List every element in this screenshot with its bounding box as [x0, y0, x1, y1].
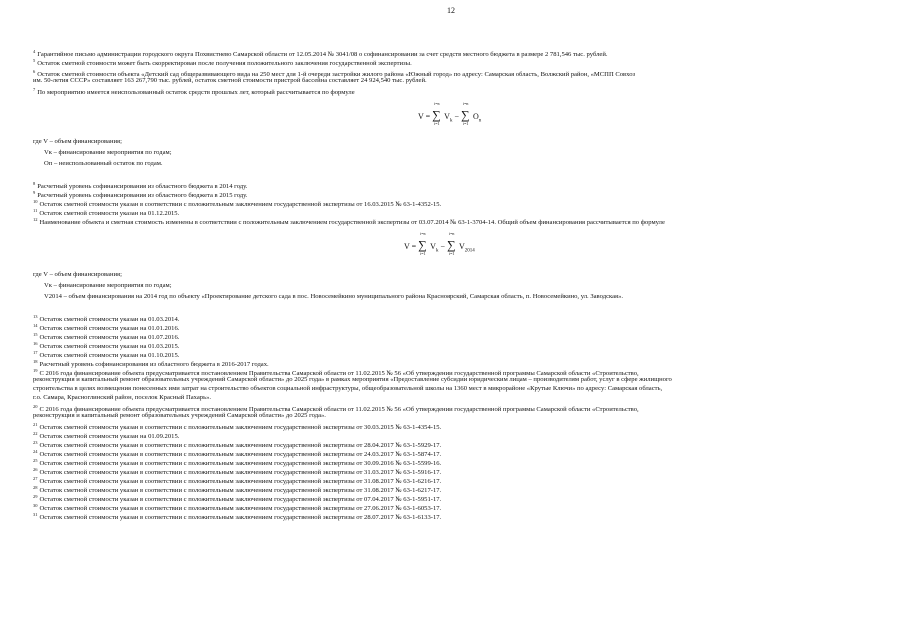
- footnote-6-cont: им. 50-летия СССР» составляет 163 267,790 тыс. рублей, остаток сметной стоимости пристрой бассейна составляет 24 924,540 тыс. рублей.: [33, 77, 427, 84]
- footnote-7: $^7$ По мероприятию имеется неиспользованный остаток средств прошлых лет, который рассчитывается по формуле: [33, 87, 355, 96]
- footnote-4: $^4$ Гарантийное письмо администрации городского округа Похвистнево Самарской области от 12.05.2014 № 3041/08 о софинансировании за счет средств местного бюджета в размере 2 781,546 тыс. рублей.: [33, 49, 608, 58]
- footnote-10: $^{10}$ Остаток сметной стоимости указан в соответствии с положительным заключением государственной экспертизы от 16.03.2015 № 63-1-4352-15.: [33, 199, 442, 208]
- footnote-21: $^{21}$ Остаток сметной стоимости указан в соответствии с положительным заключением государственной экспертизы от 30.03.2015 № 63-1-4354-15.: [33, 422, 442, 431]
- footnote-6: $^6$ Остаток сметной стоимости объекта «Детский сад общеразвивающего вида на 250 мест для 1-й очереди застройки жилого района «Южный город» по адресу: Самарская область, Волжский район, «МСПП Совхоз: [33, 69, 636, 78]
- footnote-19-cont-2: строительства в целях возмещения понесенных ими затрат на строительство объектов социальной инфраструктуры, общеобразовательной школы на 1360 мест в микрорайоне «Крутые Ключи» по адресу: Самарская область,: [33, 385, 663, 392]
- footnote-16: $^{16}$ Остаток сметной стоимости указан на 01.03.2015.: [33, 341, 180, 350]
- footnote-13: $^{13}$ Остаток сметной стоимости указан на 01.03.2014.: [33, 314, 180, 323]
- footnote-27: $^{27}$ Остаток сметной стоимости указан в соответствии с положительным заключением государственной экспертизы от 31.08.2017 № 63-1-6216-17.: [33, 476, 442, 485]
- definition-vk-1: Vк – финансирование мероприятия по годам;: [44, 149, 172, 156]
- footnote-19-cont-1: реконструкция и капитальный ремонт образовательных учреждений Самарской области» до 2025 года» в рамках мероприятия «Предоставление субсидии юридическим лицам – производителям работ, услуг в сфере жилищного: [33, 376, 672, 383]
- definition-v2014: V2014 – объем финансирования на 2014 год по объекту «Проектирование детского сада в пос. Новосемейкино муниципального района Красноярский, Самарская область, п. Новосемейкино, ул. Заводская».: [44, 293, 624, 300]
- definition-on-1: Oп – неиспользованный остаток по годам.: [44, 160, 163, 167]
- footnote-19: $^{19}$ С 2016 года финансирование объекта предусматривается постановлением Правительства Самарской области от 11.02.2015 № 56 «Об утверждении государственной программы Самарской области «Строительство,: [33, 368, 639, 377]
- footnote-12: $^{12}$ Наименование объекта и сметная стоимость изменены в соответствии с положительным заключением государственной экспертизы от 03.07.2014 № 63-1-3704-14. Общий объем финансирования рассчитывается по формуле: [33, 217, 665, 226]
- footnote-5: $^5$ Остаток сметной стоимости может быть скорректирован после получения положительного заключения государственной экспертизы.: [33, 58, 412, 67]
- footnote-28: $^{28}$ Остаток сметной стоимости указан в соответствии с положительным заключением государственной экспертизы от 31.08.2017 № 63-1-6217-17.: [33, 485, 442, 494]
- definition-intro-2: где V – объем финансирования;: [33, 271, 122, 278]
- definition-intro-1: где V – объем финансирования;: [33, 138, 122, 145]
- footnote-30: $^{30}$ Остаток сметной стоимости указан в соответствии с положительным заключением государственной экспертизы от 27.06.2017 № 63-1-6053-17.: [33, 503, 442, 512]
- formula-1: V = ∑ i=n i=1 $V_k$ − ∑ i=n i=1 $O_n$: [418, 101, 482, 126]
- page-number: 12: [447, 6, 455, 15]
- footnote-29: $^{29}$ Остаток сметной стоимости указан в соответствии с положительным заключением государственной экспертизы от 07.04.2017 № 63-1-5951-17.: [33, 494, 442, 503]
- footnote-22: $^{22}$ Остаток сметной стоимости указан на 01.09.2015.: [33, 431, 180, 440]
- footnote-9: $^9$ Расчетный уровень софинансирования из областного бюджета в 2015 году.: [33, 190, 248, 199]
- formula-2: V = ∑ i=n i=1 $V_k$ − ∑ i=n i=1 $V_{2014}$: [404, 231, 475, 256]
- footnote-18: $^{18}$ Расчетный уровень софинансирования из областного бюджета в 2016-2017 годах.: [33, 359, 269, 368]
- footnote-17: $^{17}$ Остаток сметной стоимости указан на 01.10.2015.: [33, 350, 180, 359]
- footnote-31: $^{31}$ Остаток сметной стоимости указан в соответствии с положительным заключением государственной экспертизы от 28.07.2017 № 63-1-6133-17.: [33, 512, 442, 521]
- footnote-8: $^8$ Расчетный уровень софинансирования из областного бюджета в 2014 году.: [33, 181, 248, 190]
- footnote-23: $^{23}$ Остаток сметной стоимости указан в соответствии с положительным заключением государственной экспертизы от 28.04.2017 № 63-1-5929-17.: [33, 440, 442, 449]
- definition-vk-2: Vк – финансирование мероприятия по годам;: [44, 282, 172, 289]
- footnote-20: $^{20}$ С 2016 года финансирование объекта предусматривается постановлением Правительства Самарской области от 11.02.2015 № 56 «Об утверждении государственной программы Самарской области «Строительство,: [33, 404, 639, 413]
- footnote-14: $^{14}$ Остаток сметной стоимости указан на 01.01.2016.: [33, 323, 180, 332]
- footnote-24: $^{24}$ Остаток сметной стоимости указан в соответствии с положительным заключением государственной экспертизы от 24.03.2017 № 63-1-5874-17.: [33, 449, 442, 458]
- footnote-25: $^{25}$ Остаток сметной стоимости указан в соответствии с положительным заключением государственной экспертизы от 30.09.2016 № 63-1-5599-16.: [33, 458, 442, 467]
- footnote-19-cont-3: г.о. Самара, Красноглинский район, поселок Красный Пахарь».: [33, 394, 212, 401]
- footnote-20-cont: реконструкция и капитальный ремонт образовательных учреждений Самарской области» до 2025 года».: [33, 412, 326, 419]
- footnote-11: $^{11}$ Остаток сметной стоимости указан на 01.12.2015.: [33, 208, 180, 217]
- footnote-15: $^{15}$ Остаток сметной стоимости указан на 01.07.2016.: [33, 332, 180, 341]
- footnote-26: $^{26}$ Остаток сметной стоимости указан в соответствии с положительным заключением государственной экспертизы от 31.03.2017 № 63-1-5916-17.: [33, 467, 442, 476]
